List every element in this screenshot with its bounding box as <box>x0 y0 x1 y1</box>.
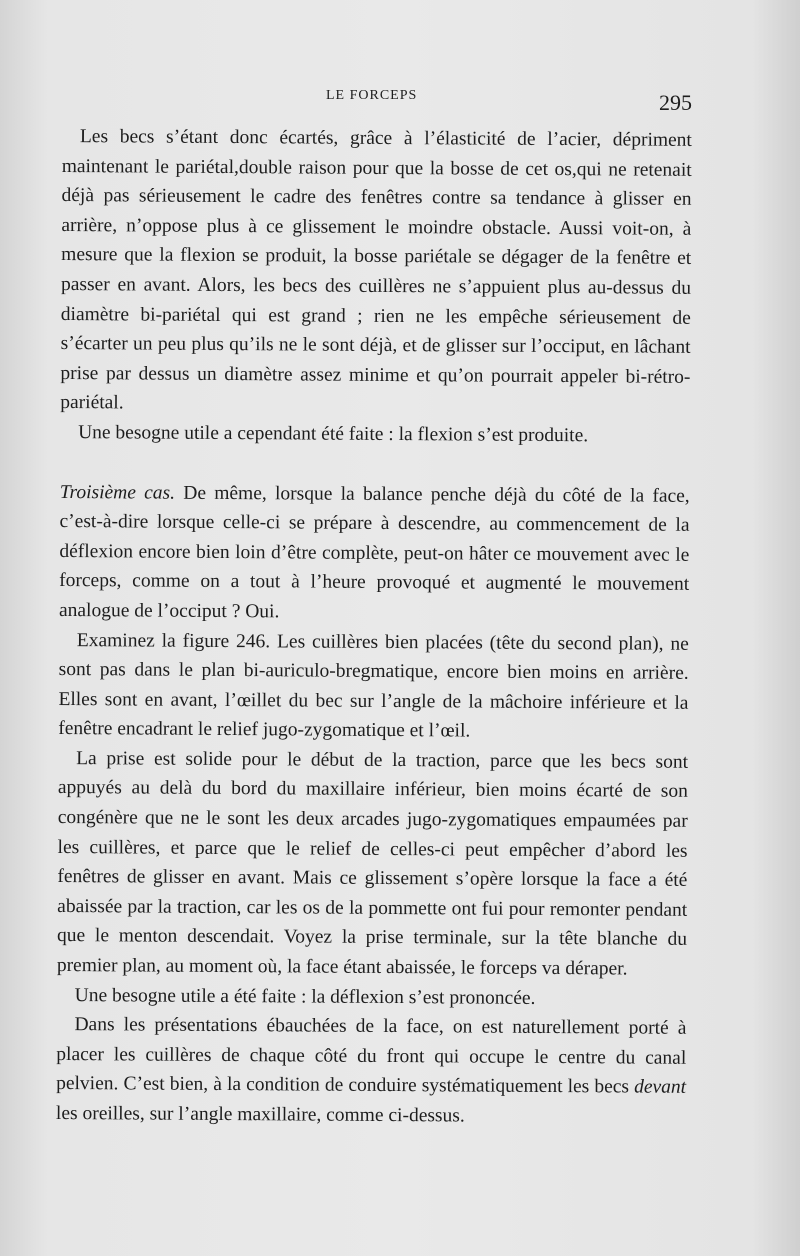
paragraph-4: Examinez la figure 246. Les cuillères bien placées (tête du second plan), ne sont pas dans le plan bi-auriculo-bregmatique, encore bien moins en arrière. Elles sont en avant, l’œillet du bec sur l’angle de la mâchoire inférieure et la fenêtre encadrant le relief jugo-zygomatique et l’œil. <box>58 629 689 742</box>
body-text <box>56 122 692 1132</box>
paragraph-6: Une besogne utile a été faite : la déflexion s’est prononcée. <box>74 984 536 1009</box>
italic-word: devant <box>634 1076 687 1099</box>
page-header <box>62 88 692 116</box>
last-line-text: les oreilles, sur l’angle maxillaire, comme ci-dessus. <box>55 1102 465 1127</box>
paragraph-case-3 <box>59 478 690 630</box>
case-3-text: De même, lorsque la balance penche déjà du côté de la face, c’est-à-dire lorsque celle-ci se prépare à descendre, au commencement de la déflexion encore bien loin d’être complète, peut-on hâter ce mouvement avec le forceps, comme on a tout à l’heure provoqué et augmenté le mouvement analogue de l’occiput ? Oui. <box>58 482 690 623</box>
page-number: 295 <box>659 90 692 115</box>
section-gap <box>60 448 690 482</box>
running-title: LE FORCEPS <box>326 88 418 103</box>
paragraph-7 <box>56 1010 687 1132</box>
paragraph-5: La prise est solide pour le début de la traction, parce que les becs sont appuyés au delà du bord du maxillaire inférieur, bien moins écarté de son congénère que ne le sont les deux arcades jugo-zygomatiques empaumées par les cuillères, et parce que le relief de celles-ci peut empêcher d’abord les fenêtres de glisser en avant. Mais ce glissement s’opère lorsque la face a été abaissée par la traction, car les os de la pommette ont fui pour remonter pendant que le menton descendait. Voyez la prise terminale, sur la tête blanche du premier plan, au moment où, la face étant abaissée, le forceps va déraper. <box>56 747 689 980</box>
case-label: Troisième cas. <box>59 481 176 504</box>
paragraph-1: Les becs s’étant donc écartés, grâce à l’élasticité de l’acier, dépriment maintenant le pariétal,double raison pour que la bosse de cet os,qui ne retenait déjà pas sérieusement le cadre des fenêtres contre sa tendance à glisser en arrière, n’oppose plus à ce glissement le moindre obstacle. Aussi voit-on, à mesure que la flexion se produit, la bosse pariétale se dégager de la fenêtre et passer en avant. Alors, les becs des cuillères ne s’appuient plus au-dessus du diamètre bi-pariétal qui est grand ; rien ne les empêche sérieusement de s’écarter un peu plus qu’ils ne le sont déjà, et de glisser sur l’occiput, en lâchant prise par dessus un diamètre assez minime et qu’on pourrait appeler bi-rétro-pariétal. <box>60 126 692 414</box>
paragraph-7-text: Dans les présentations ébauchées de la face, on est naturellement porté à placer les cuillères de chaque côté du front qui occupe le centre du canal pelvien. C’est bien, à la condition de conduire systématiquement les becs <box>56 1014 687 1098</box>
paragraph-2: Une besogne utile a cependant été faite : la flexion s’est produite. <box>78 422 589 447</box>
